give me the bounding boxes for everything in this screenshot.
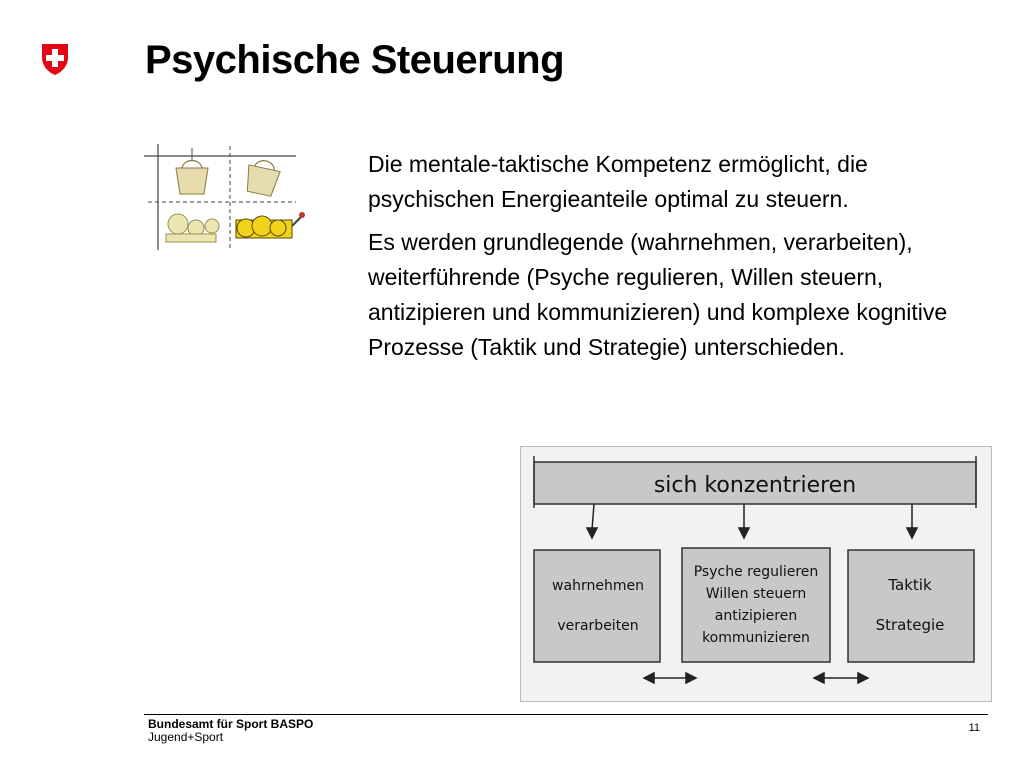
energy-gears-illustration [144,142,306,252]
footer-divider [144,714,988,715]
box3-line2: Strategie [875,616,945,634]
box1-line2: verarbeiten [557,618,639,634]
box2-line3: antizipieren [714,608,798,624]
page-number: 11 [968,722,980,734]
concentration-diagram [520,446,992,702]
box2-line1: Psyche regulieren [693,564,819,580]
box2-line2: Willen steuern [705,586,807,602]
paragraph-2: Es werden grundlegende (wahrnehmen, verarbeiten), weiterführende (Psyche regulieren, Willen steuern, antizipieren und kommunizieren) und komplexe kognitive Prozesse (Taktik und Strategie) unterschieden. [368,229,948,360]
body-text [368,147,993,373]
box1-line1: wahrnehmen [552,578,644,594]
paragraph-1: Die mentale-taktische Kompetenz ermöglicht, die psychischen Energieanteile optimal zu steuern. [368,151,868,212]
footer-program: Jugend+Sport [148,730,224,744]
page-title: Psychische Steuerung [145,38,565,82]
footer-organization: Bundesamt für Sport BASPO [148,717,314,731]
box3-line1: Taktik [888,576,932,594]
swiss-shield-logo [40,42,70,76]
box2-line4: kommunizieren [702,630,810,646]
top-label: sich konzentrieren [653,473,857,498]
